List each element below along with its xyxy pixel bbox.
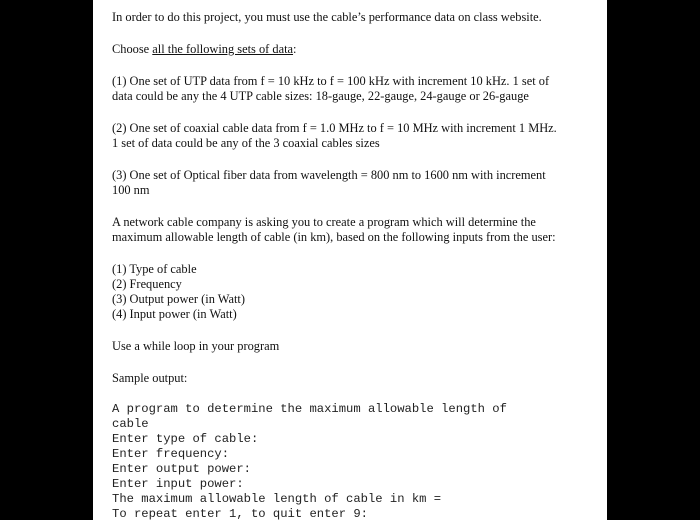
data-set-3-line1: (3) One set of Optical fiber data from wavelength = 800 nm to 1600 nm with increment: [112, 168, 546, 182]
data-set-3: [112, 168, 602, 198]
data-set-1-line1: (1) One set of UTP data from f = 10 kHz to f = 100 kHz with increment 10 kHz. 1 set of: [112, 74, 550, 88]
input-item-input-power: (4) Input power (in Watt): [112, 307, 237, 321]
document-page: [93, 0, 607, 520]
sample-label: Sample output:: [112, 371, 188, 385]
task-paragraph: [112, 215, 602, 245]
sample-output-line: To repeat enter 1, to quit enter 9:: [112, 507, 368, 520]
input-item-cable-type: (1) Type of cable: [112, 262, 197, 276]
sample-output-line: Enter type of cable:: [112, 432, 259, 446]
sample-output-line: cable: [112, 417, 149, 431]
task-line1: A network cable company is asking you to create a program which will determine the: [112, 215, 536, 229]
choose-prefix: Choose: [112, 42, 153, 56]
data-set-2: [112, 121, 602, 151]
data-set-1: [112, 74, 602, 104]
data-set-3-line2: 100 nm: [112, 183, 150, 197]
data-set-2-line1: (2) One set of coaxial cable data from f = 1.0 MHz to f = 10 MHz with increment 1 MHz.: [112, 121, 557, 135]
sample-output-line: Enter frequency:: [112, 447, 230, 461]
data-set-2-line2: 1 set of data could be any of the 3 coaxial cables sizes: [112, 136, 380, 150]
choose-paragraph: [112, 42, 602, 57]
sample-output-line: Enter input power:: [112, 477, 244, 491]
sample-output-block: [112, 402, 602, 520]
document-content: [112, 10, 602, 520]
input-item-frequency: (2) Frequency: [112, 277, 182, 291]
sample-output-line: Enter output power:: [112, 462, 251, 476]
sample-output-line: A program to determine the maximum allowable length of: [112, 402, 507, 416]
choose-underlined: all the following sets of data: [152, 42, 294, 56]
choose-suffix: :: [293, 42, 297, 56]
task-line2: maximum allowable length of cable (in km), based on the following inputs from the user:: [112, 230, 556, 244]
input-item-output-power: (3) Output power (in Watt): [112, 292, 245, 306]
inputs-list: [112, 262, 602, 322]
loop-note: Use a while loop in your program: [112, 339, 280, 353]
sample-output-line: The maximum allowable length of cable in km =: [112, 492, 442, 506]
intro-paragraph: In order to do this project, you must use the cable’s performance data on class website.: [112, 10, 542, 24]
data-set-1-line2: data could be any the 4 UTP cable sizes: 18-gauge, 22-gauge, 24-gauge or 26-gauge: [112, 89, 529, 103]
